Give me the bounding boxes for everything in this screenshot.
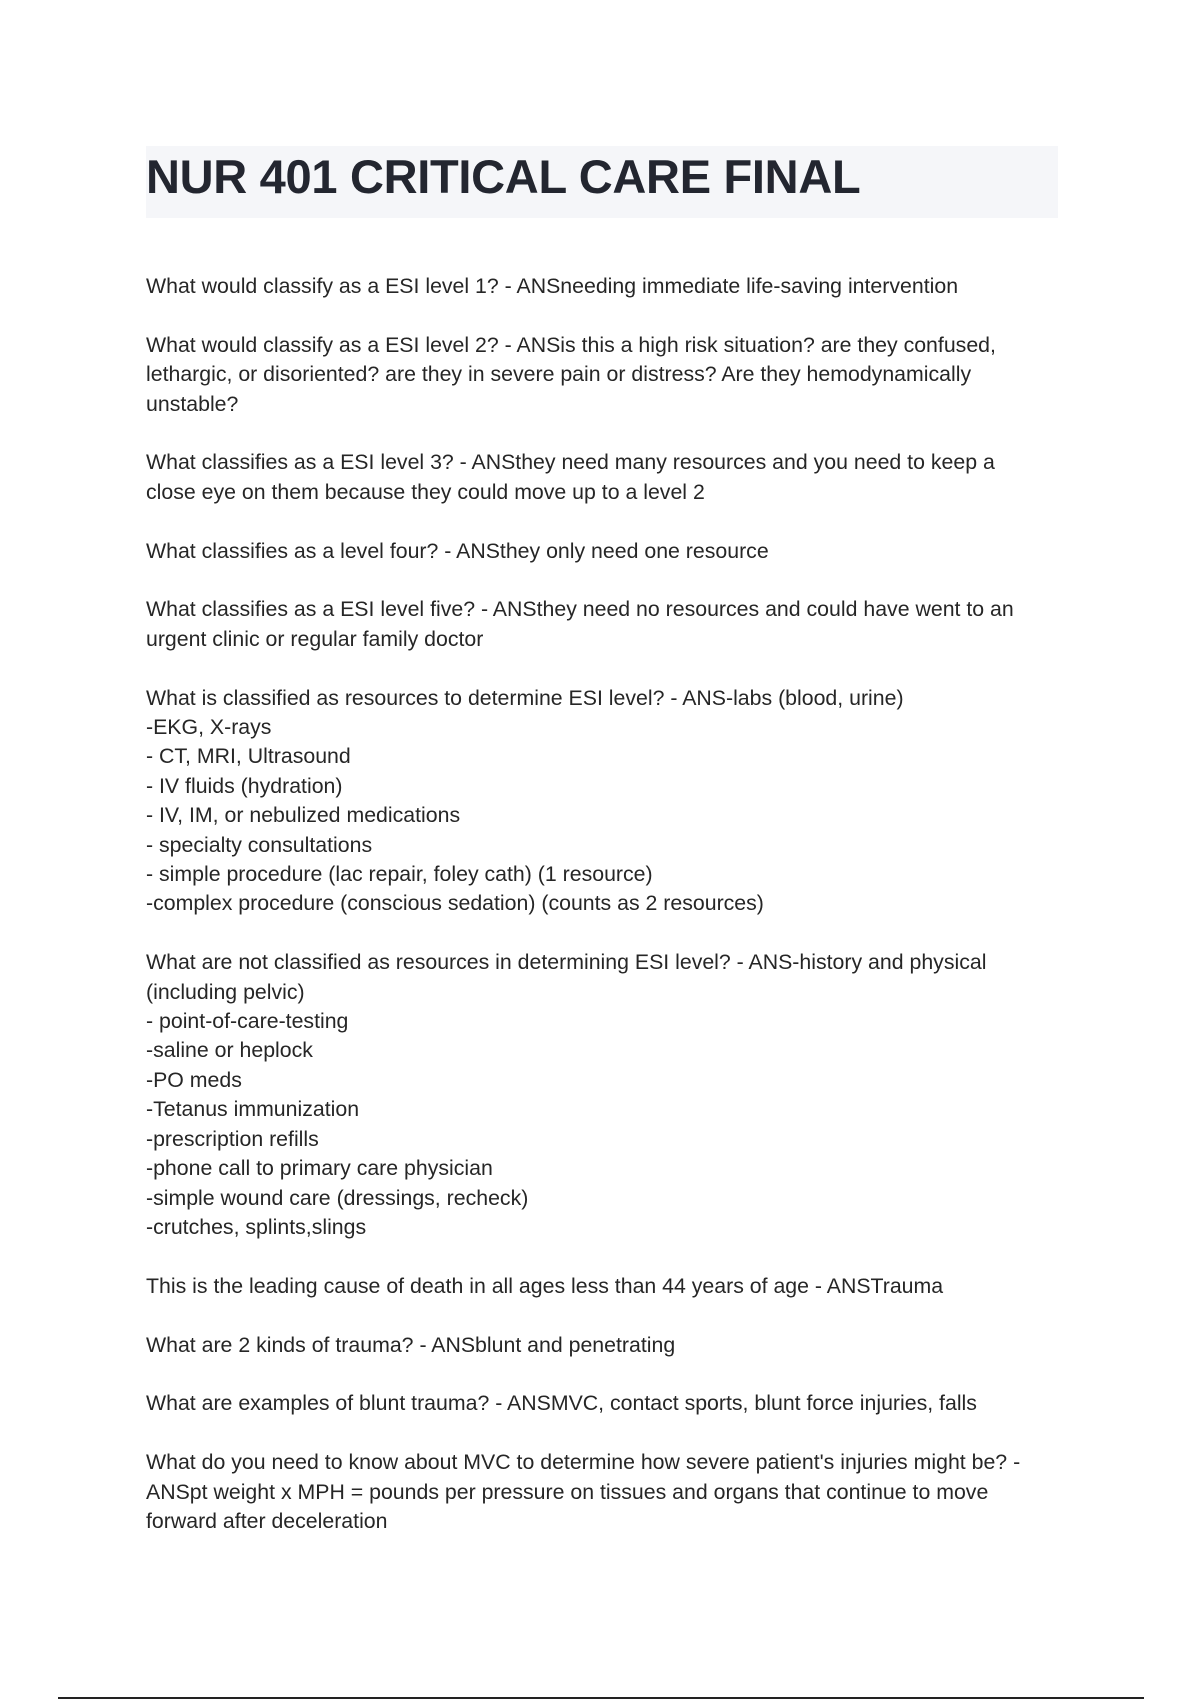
qa-text: [146, 448, 1066, 507]
text-line: -Tetanus immunization: [146, 1097, 360, 1122]
text-line: What would classify as a ESI level 2? - ANSis this a high risk situation? are they confused,: [146, 332, 996, 357]
document-body: [146, 272, 1066, 1566]
text-line: -simple wound care (dressings, recheck): [146, 1185, 529, 1210]
qa-text: [146, 1389, 1066, 1418]
text-line: What classifies as a ESI level 3? - ANSthey need many resources and you need to keep a: [146, 450, 995, 475]
text-line: -prescription refills: [146, 1126, 319, 1151]
qa-entry: [146, 537, 1066, 566]
qa-text: [146, 948, 1066, 1242]
text-line: unstable?: [146, 391, 239, 416]
text-line: This is the leading cause of death in all ages less than 44 years of age - ANSTrauma: [146, 1273, 944, 1298]
text-line: What classifies as a level four? - ANSthey only need one resource: [146, 538, 769, 563]
qa-text: [146, 1331, 1066, 1360]
text-line: forward after deceleration: [146, 1508, 388, 1533]
qa-text: [146, 1448, 1066, 1536]
title-banner: [146, 146, 1058, 218]
qa-text: [146, 537, 1066, 566]
text-line: - IV, IM, or nebulized medications: [146, 803, 461, 828]
text-line: What are 2 kinds of trauma? - ANSblunt and penetrating: [146, 1332, 676, 1357]
text-line: -crutches, splints,slings: [146, 1214, 367, 1239]
qa-entry: [146, 331, 1066, 419]
qa-entry: [146, 684, 1066, 919]
text-line: - IV fluids (hydration): [146, 773, 343, 798]
text-line: - point-of-care-testing: [146, 1009, 349, 1034]
footer-rule: [58, 1697, 1144, 1699]
text-line: -complex procedure (conscious sedation) (counts as 2 resources): [146, 891, 764, 916]
text-line: What is classified as resources to determine ESI level? - ANS-labs (blood, urine): [146, 685, 904, 710]
text-line: -phone call to primary care physician: [146, 1156, 493, 1181]
text-line: What are examples of blunt trauma? - ANSMVC, contact sports, blunt force injuries, falls: [146, 1391, 977, 1416]
qa-entry: [146, 1331, 1066, 1360]
qa-entry: [146, 272, 1066, 301]
text-line: - simple procedure (lac repair, foley cath) (1 resource): [146, 862, 653, 887]
qa-entry: [146, 1389, 1066, 1418]
text-line: -saline or heplock: [146, 1038, 313, 1063]
qa-text: [146, 1272, 1066, 1301]
text-line: lethargic, or disoriented? are they in severe pain or distress? Are they hemodynamically: [146, 362, 972, 387]
qa-text: [146, 595, 1066, 654]
document-title: NUR 401 CRITICAL CARE FINAL: [146, 150, 861, 203]
text-line: - CT, MRI, Ultrasound: [146, 744, 351, 769]
text-line: What do you need to know about MVC to determine how severe patient's injuries might be? -: [146, 1450, 1021, 1475]
qa-entry: [146, 595, 1066, 654]
qa-entry: [146, 448, 1066, 507]
text-line: -PO meds: [146, 1067, 242, 1092]
qa-text: [146, 684, 1066, 919]
text-line: -EKG, X-rays: [146, 715, 272, 740]
text-line: urgent clinic or regular family doctor: [146, 626, 484, 651]
text-line: close eye on them because they could move up to a level 2: [146, 479, 705, 504]
text-line: What classifies as a ESI level five? - ANSthey need no resources and could have went to an: [146, 597, 1014, 622]
text-line: - specialty consultations: [146, 832, 373, 857]
qa-entry: [146, 948, 1066, 1242]
qa-entry: [146, 1448, 1066, 1536]
text-line: ANSpt weight x MPH = pounds per pressure on tissues and organs that continue to move: [146, 1479, 989, 1504]
qa-text: [146, 331, 1066, 419]
qa-text: [146, 272, 1066, 301]
qa-entry: [146, 1272, 1066, 1301]
text-line: What would classify as a ESI level 1? - ANSneeding immediate life-saving intervention: [146, 274, 959, 298]
text-line: What are not classified as resources in determining ESI level? - ANS-history and physical: [146, 950, 987, 975]
text-line: (including pelvic): [146, 979, 305, 1004]
